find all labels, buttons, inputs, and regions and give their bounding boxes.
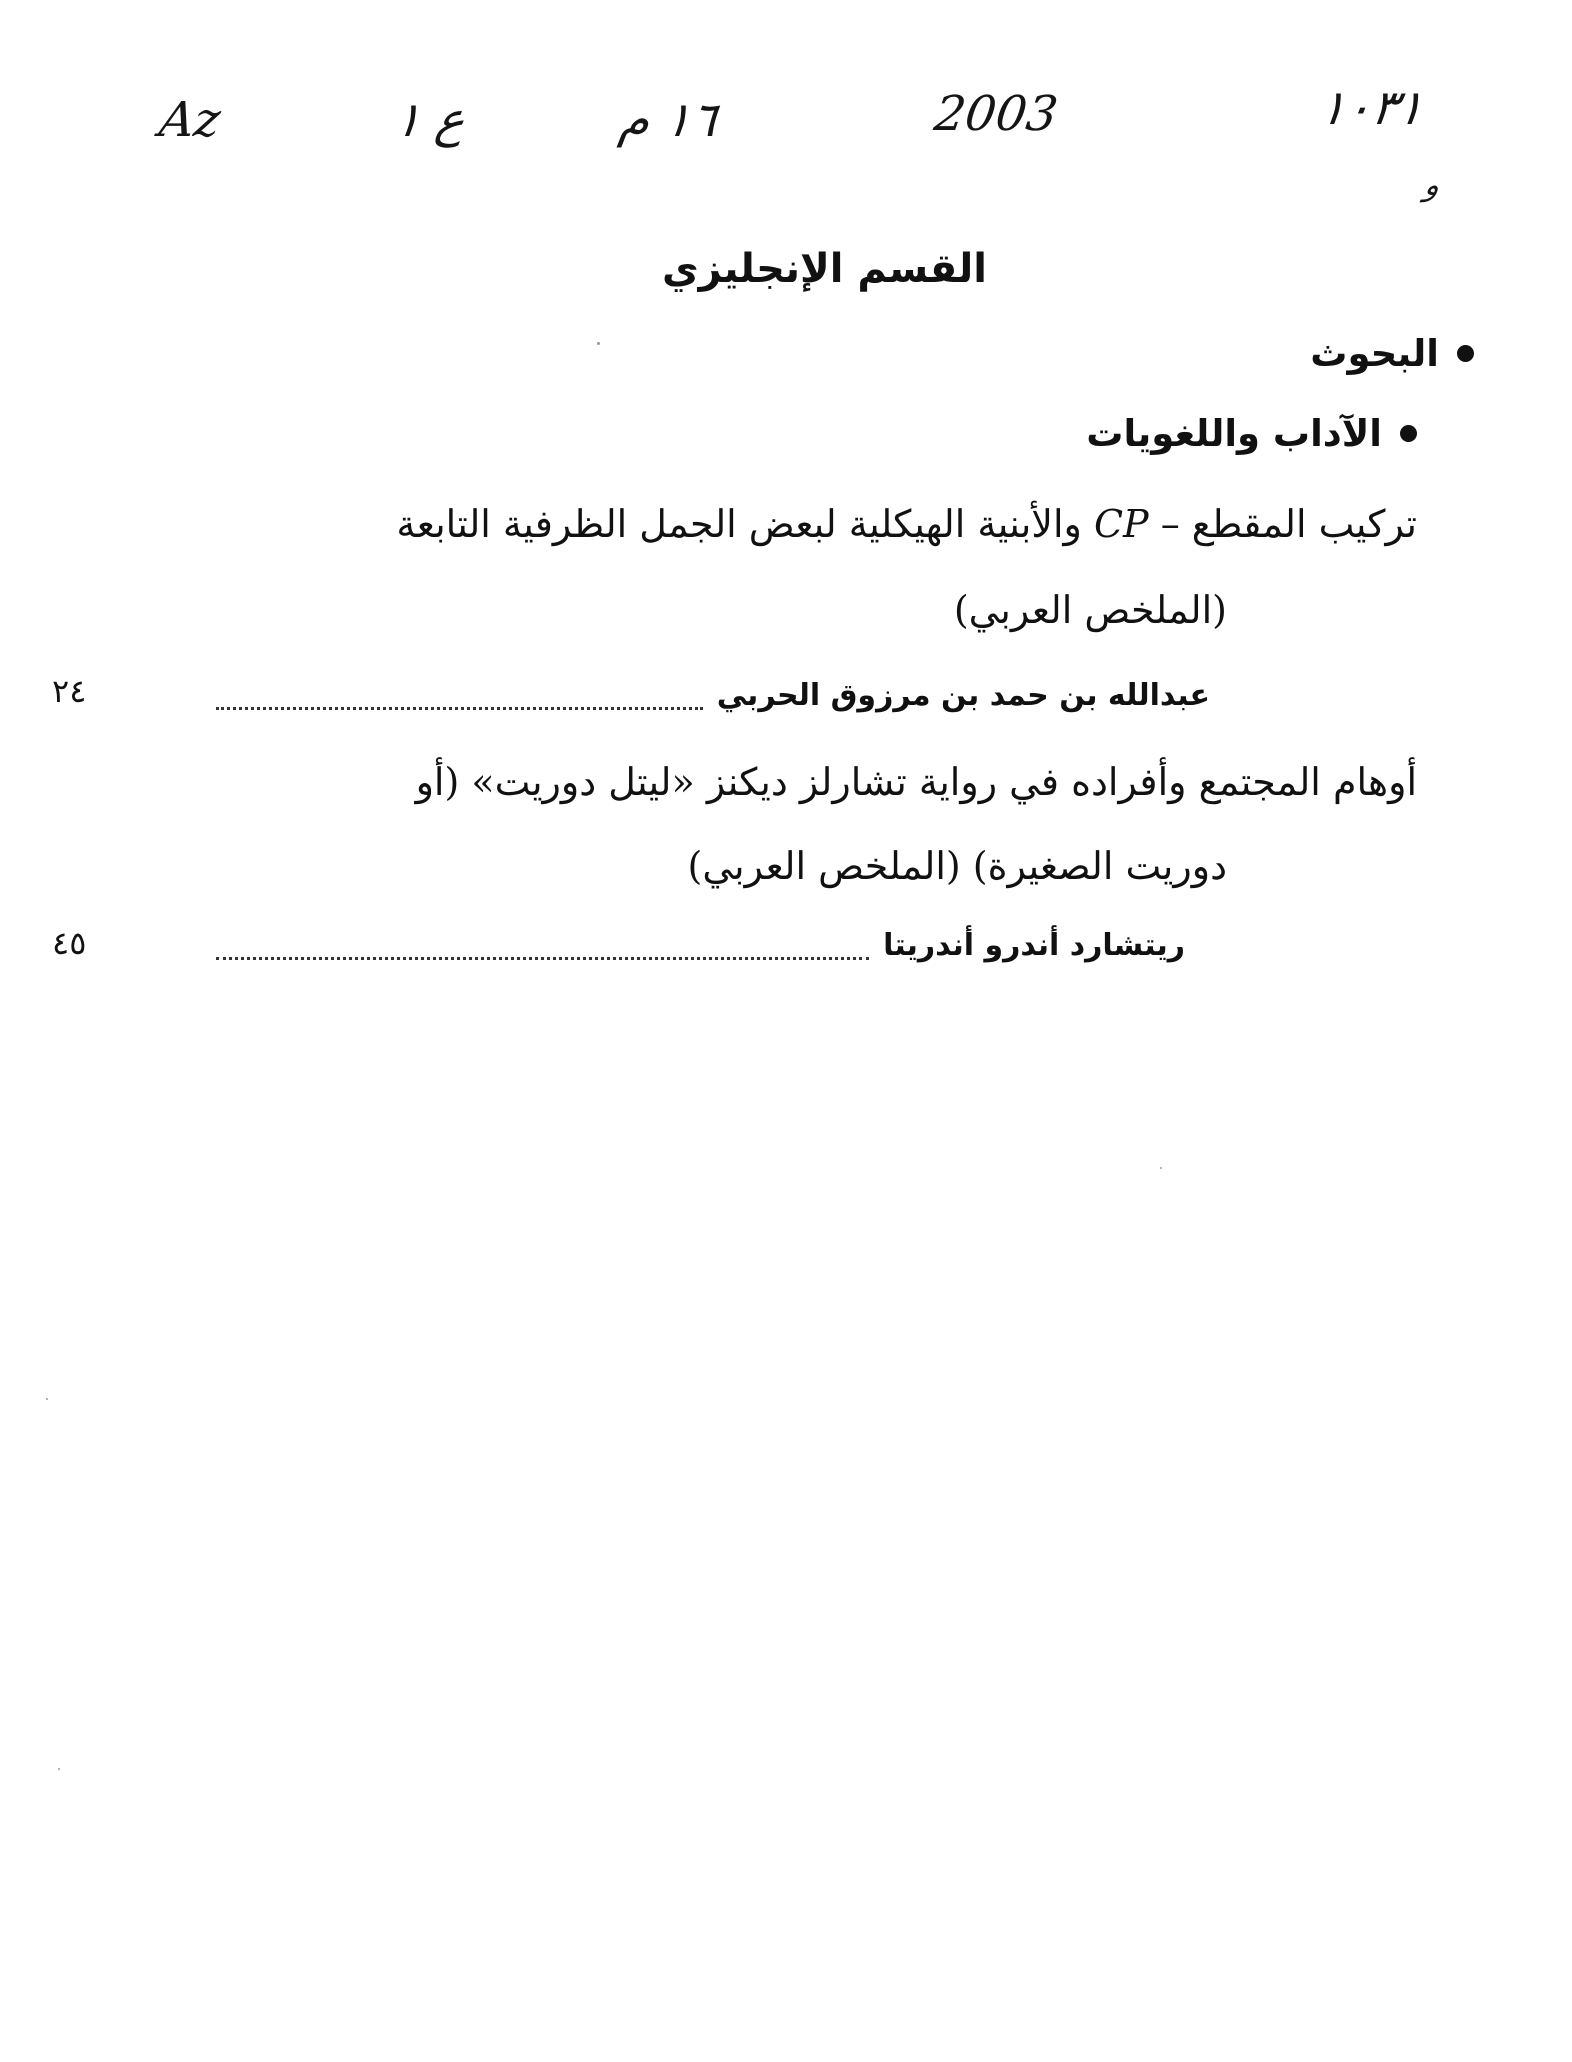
entry-2-toc-row — [210, 924, 1240, 968]
dotted-leader — [216, 957, 869, 960]
section-title: القسم الإنجليزي — [661, 246, 987, 292]
bullet-icon — [1400, 425, 1417, 442]
scan-speck — [597, 342, 600, 345]
scan-speck — [46, 1398, 48, 1400]
handwritten-section-code: Az — [156, 92, 224, 148]
entry-1-title-line-2: (الملخص العربي) — [953, 588, 1227, 632]
handwritten-month: ١٦ م — [616, 92, 721, 148]
entry-2-title-line-1: أوهام المجتمع وأفراده في رواية تشارلز ديكنز «ليتل دوريت» (أو — [415, 760, 1417, 804]
entry-1-title-line-1 — [396, 484, 1417, 564]
subcategory-label: الآداب واللغويات — [1086, 412, 1382, 455]
handwritten-issue: ع ١ — [391, 92, 469, 148]
category-heading — [1310, 332, 1474, 375]
entry-1-title-before: تركيب المقطع – — [1160, 502, 1417, 546]
handwritten-catalog-number: ١٠٣١ — [1316, 80, 1428, 136]
entry-2-title-line-2: دوريت الصغيرة) (الملخص العربي) — [687, 844, 1227, 888]
entry-1-author: عبدالله بن حمد بن مرزوق الحربي — [716, 678, 1210, 713]
handwritten-volume-letter: و — [1422, 168, 1442, 203]
entry-1-page-number: ٢٤ — [52, 672, 87, 710]
subcategory-heading — [1086, 412, 1417, 455]
dotted-leader — [216, 707, 703, 710]
entry-2-page-number: ٤٥ — [52, 924, 87, 962]
entry-1-toc-row — [210, 674, 1240, 718]
entry-1-title-after: والأبنية الهيكلية لبعض الجمل الظرفية التابعة — [396, 502, 1082, 546]
scan-speck — [58, 1768, 60, 1770]
entry-2-author: ريتشارد أندرو أندريتا — [883, 928, 1185, 963]
entry-1-title-latin: CP — [1093, 502, 1149, 546]
scan-speck — [1160, 1167, 1162, 1169]
handwritten-year: 2003 — [931, 86, 1062, 142]
category-label: البحوث — [1310, 332, 1439, 375]
bullet-icon — [1457, 345, 1474, 362]
